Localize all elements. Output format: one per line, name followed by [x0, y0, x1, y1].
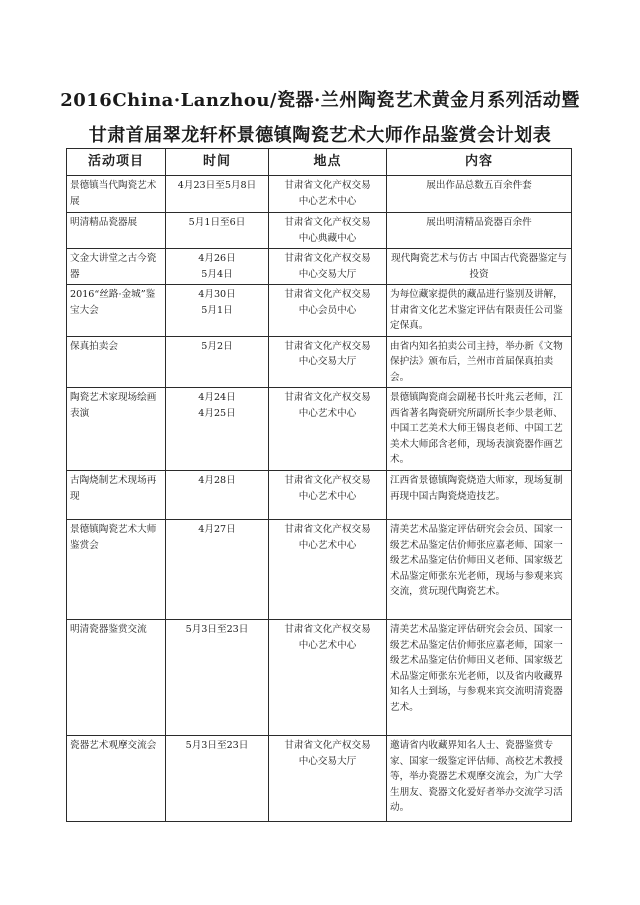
time-cell — [166, 336, 269, 388]
place-line: 中心艺术中心 — [298, 490, 357, 502]
place-line: 甘肃省文化产权交易 — [284, 217, 371, 228]
time-cell — [166, 736, 269, 822]
place-line: 中心艺术中心 — [298, 639, 357, 651]
time-cell — [166, 176, 269, 213]
place-line: 甘肃省文化产权交易 — [284, 740, 371, 751]
time-line: 5月1日 — [201, 304, 233, 316]
place-cell — [269, 213, 387, 249]
header-time: 时间 — [166, 149, 269, 176]
time-line: 5月4日 — [201, 268, 233, 280]
activity-cell: 瓷器艺术观摩交流会 — [67, 736, 166, 822]
table-header-row — [67, 149, 572, 176]
time-cell — [166, 285, 269, 337]
content-cell: 清美艺术品鉴定评估研究会会员、国家一级艺术品鉴定估价师张应嘉老师、国家一级艺术品鉴定估价师田义老师、国家级艺术品鉴定师张东光老师，现场与参观来宾交流，赏玩现代陶瓷艺术。 — [387, 520, 572, 620]
place-line: 甘肃省文化产权交易 — [284, 475, 371, 486]
place-cell — [269, 249, 387, 285]
place-cell — [269, 520, 387, 620]
place-line: 甘肃省文化产权交易 — [284, 624, 371, 635]
activity-cell: 明清瓷器鉴赏交流 — [67, 620, 166, 736]
content-cell: 展出作品总数五百余件套 — [387, 176, 572, 213]
content-cell: 清美艺术品鉴定评估研究会会员、国家一级艺术品鉴定估价师张应嘉老师，国家一级艺术品鉴定估价师田义老师、国家级艺术品鉴定师张东光老师，以及省内收藏界知名人士到场，与参观来宾交流明清瓷器艺术。 — [387, 620, 572, 736]
table-row — [67, 620, 572, 736]
place-line: 中心交易大厅 — [298, 755, 357, 767]
time-line: 4月30日 — [198, 289, 236, 300]
time-cell — [166, 471, 269, 520]
content-cell: 邀请省内收藏界知名人士、瓷器鉴赏专家、国家一级鉴定评估师、高校艺术教授等，举办瓷器艺术观摩交流会，为广大学生朋友、瓷器文化爱好者举办交流学习活动。 — [387, 736, 572, 822]
content-cell: 现代陶瓷艺术与仿古 中国古代瓷器鉴定与投资 — [387, 249, 572, 285]
activity-cell: 保真拍卖会 — [67, 336, 166, 388]
time-line: 4月25日 — [198, 407, 236, 419]
content-cell: 景德镇陶瓷商会副秘书长叶兆云老师，江西省著名陶瓷研究所副所长李少景老师、中国工艺美术大师王锡良老师、中国工艺美术大师邱含老师，现场表演瓷器作画艺术。 — [387, 388, 572, 471]
time-cell — [166, 520, 269, 620]
place-cell — [269, 471, 387, 520]
activity-cell: 景德镇陶瓷艺术大师鉴赏会 — [67, 520, 166, 620]
place-cell — [269, 285, 387, 337]
place-cell — [269, 736, 387, 822]
table-row — [67, 336, 572, 388]
time-cell — [166, 388, 269, 471]
table-body — [67, 176, 572, 822]
place-cell — [269, 176, 387, 213]
place-line: 甘肃省文化产权交易 — [284, 253, 371, 264]
document-title-line-1: 2016China·Lanzhou/瓷器·兰州陶瓷艺术黄金月系列活动暨 — [60, 90, 580, 111]
document-title-line-2: 甘肃首届翠龙轩杯景德镇陶瓷艺术大师作品鉴赏会计划表 — [88, 125, 552, 146]
table-row — [67, 471, 572, 520]
time-line: 4月26日 — [198, 253, 236, 264]
table-row — [67, 520, 572, 620]
time-line: 5月2日 — [201, 340, 233, 352]
activity-plan-table — [66, 148, 572, 822]
content-cell: 江西省景德镇陶瓷烧造大师家，现场复制再现中国古陶瓷烧造技艺。 — [387, 471, 572, 520]
table-row — [67, 176, 572, 213]
place-line: 甘肃省文化产权交易 — [284, 340, 371, 352]
activity-cell: 2016“丝路·金城”鉴宝大会 — [67, 285, 166, 337]
time-line: 5月3日至23日 — [185, 624, 249, 635]
table-row — [67, 285, 572, 337]
place-line: 甘肃省文化产权交易 — [284, 289, 371, 300]
time-cell — [166, 620, 269, 736]
place-cell — [269, 620, 387, 736]
activity-cell: 景德镇当代陶瓷艺术展 — [67, 176, 166, 213]
activity-cell: 古陶烧制艺术现场再现 — [67, 471, 166, 520]
table-row — [67, 249, 572, 285]
table-row — [67, 736, 572, 822]
time-line: 4月23日至5月8日 — [177, 180, 257, 191]
place-cell — [269, 388, 387, 471]
header-activity: 活动项目 — [67, 149, 166, 176]
place-line: 中心交易大厅 — [298, 268, 357, 280]
activity-cell: 明清精品瓷器展 — [67, 213, 166, 249]
header-content: 内容 — [387, 149, 572, 176]
activity-cell: 陶瓷艺术家现场绘画表演 — [67, 388, 166, 471]
time-cell — [166, 249, 269, 285]
content-cell: 由省内知名拍卖公司主持，举办新《文物保护法》颁布后，兰州市首届保真拍卖会。 — [387, 336, 572, 388]
place-line: 中心艺术中心 — [298, 195, 357, 207]
place-line: 中心会员中心 — [298, 304, 357, 316]
activity-cell: 文金大讲堂之古今瓷器 — [67, 249, 166, 285]
place-line: 中心典藏中心 — [298, 232, 357, 244]
place-cell — [269, 336, 387, 388]
place-line: 中心艺术中心 — [298, 539, 357, 551]
time-line: 4月27日 — [198, 524, 236, 535]
place-line: 中心交易大厅 — [298, 356, 357, 367]
time-line: 4月28日 — [198, 475, 236, 486]
time-line: 5月3日至23日 — [185, 740, 249, 751]
time-line: 4月24日 — [198, 392, 236, 403]
time-cell — [166, 213, 269, 249]
place-line: 甘肃省文化产权交易 — [284, 524, 371, 535]
place-line: 甘肃省文化产权交易 — [284, 180, 371, 191]
table-row — [67, 388, 572, 471]
place-line: 中心艺术中心 — [298, 407, 357, 419]
content-cell: 为每位藏家提供的藏品进行鉴别及讲解，甘肃省文化艺术鉴定评估有限责任公司鉴定保真。 — [387, 285, 572, 337]
table-row — [67, 213, 572, 249]
place-line: 甘肃省文化产权交易 — [284, 392, 371, 403]
header-place: 地点 — [269, 149, 387, 176]
content-cell: 展出明清精品瓷器百余件 — [387, 213, 572, 249]
time-line: 5月1日至6日 — [188, 217, 246, 228]
